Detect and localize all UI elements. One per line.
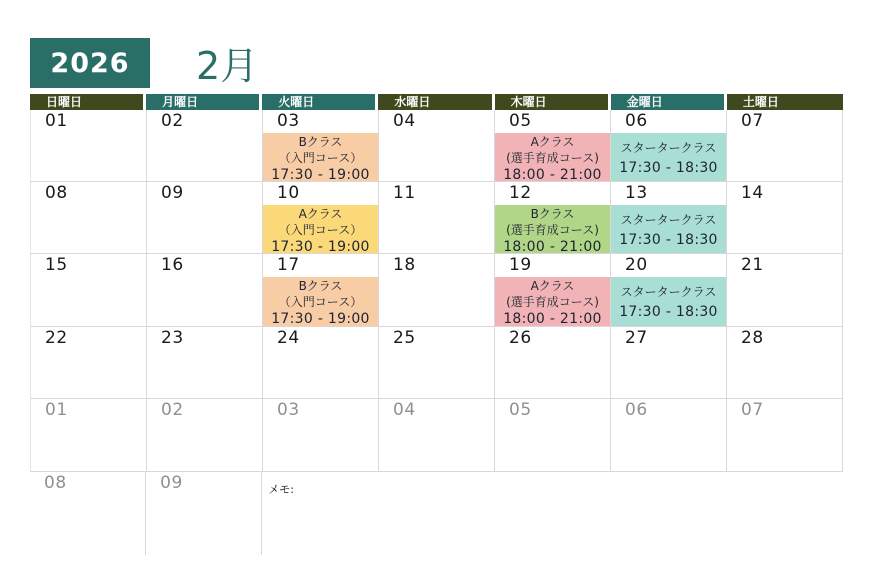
- date-label: 09: [160, 473, 183, 493]
- weekday-header-wednesday: 水曜日: [378, 94, 491, 110]
- day-cell[interactable]: [147, 254, 263, 326]
- date-label: 15: [45, 255, 68, 275]
- date-label: 26: [509, 328, 532, 348]
- event-block[interactable]: [495, 133, 610, 181]
- event-block[interactable]: [611, 277, 726, 326]
- event-course: (選手育成コース): [506, 294, 599, 309]
- day-cell[interactable]: [495, 254, 611, 326]
- memo-area[interactable]: [262, 472, 843, 555]
- event-time: 17:30 - 18:30: [619, 232, 718, 248]
- date-label: 04: [393, 111, 416, 131]
- day-cell[interactable]: [727, 327, 843, 398]
- date-label: 14: [741, 183, 764, 203]
- day-cell[interactable]: [379, 327, 495, 398]
- date-label: 28: [741, 328, 764, 348]
- day-cell-next-month[interactable]: [31, 399, 147, 471]
- date-label: 17: [277, 255, 300, 275]
- event-block[interactable]: [263, 277, 378, 326]
- year-badge: [30, 38, 150, 88]
- date-label: 02: [161, 111, 184, 131]
- day-cell-next-month[interactable]: [263, 399, 379, 471]
- event-course: （入門コース）: [278, 294, 363, 309]
- day-cell[interactable]: [727, 254, 843, 326]
- week-row-2: [30, 181, 843, 253]
- event-title: スタータークラス: [620, 141, 717, 155]
- day-cell-next-month[interactable]: [146, 472, 262, 555]
- date-label: 09: [161, 183, 184, 203]
- day-cell-next-month[interactable]: [147, 399, 263, 471]
- event-time: 17:30 - 19:00: [271, 310, 370, 326]
- day-cell[interactable]: [379, 182, 495, 253]
- day-cell[interactable]: [727, 182, 843, 253]
- month-title: 2月: [196, 44, 259, 88]
- day-cell[interactable]: [31, 182, 147, 253]
- date-label: 12: [509, 183, 532, 203]
- day-cell[interactable]: [611, 254, 727, 326]
- event-block[interactable]: [495, 205, 610, 253]
- day-cell-next-month[interactable]: [611, 399, 727, 471]
- day-cell-next-month[interactable]: [30, 472, 146, 555]
- day-cell[interactable]: [495, 327, 611, 398]
- event-course: (選手育成コース): [506, 222, 599, 237]
- day-cell[interactable]: [495, 182, 611, 253]
- event-course: (選手育成コース): [506, 150, 599, 165]
- day-cell[interactable]: [379, 110, 495, 181]
- weekday-header-saturday: 土曜日: [727, 94, 843, 110]
- event-time: 18:00 - 21:00: [503, 310, 602, 326]
- date-label: 18: [393, 255, 416, 275]
- day-cell[interactable]: [611, 182, 727, 253]
- event-time: 17:30 - 18:30: [619, 304, 718, 320]
- weekday-header-thursday: 木曜日: [495, 94, 608, 110]
- day-cell[interactable]: [147, 182, 263, 253]
- day-cell[interactable]: [727, 110, 843, 181]
- year-label: 2026: [50, 47, 130, 79]
- day-cell[interactable]: [263, 327, 379, 398]
- date-label: 07: [741, 400, 764, 420]
- date-label: 23: [161, 328, 184, 348]
- event-block[interactable]: [495, 277, 610, 326]
- date-label: 25: [393, 328, 416, 348]
- date-label: 20: [625, 255, 648, 275]
- day-cell[interactable]: [611, 327, 727, 398]
- day-cell[interactable]: [611, 110, 727, 181]
- date-label: 13: [625, 183, 648, 203]
- day-cell-next-month[interactable]: [495, 399, 611, 471]
- day-cell[interactable]: [31, 327, 147, 398]
- day-cell[interactable]: [31, 110, 147, 181]
- date-label: 21: [741, 255, 764, 275]
- day-cell-next-month[interactable]: [379, 399, 495, 471]
- date-label: 02: [161, 400, 184, 420]
- date-label: 03: [277, 400, 300, 420]
- event-title: Bクラス: [298, 278, 343, 293]
- date-label: 22: [45, 328, 68, 348]
- date-label: 16: [161, 255, 184, 275]
- event-block[interactable]: [611, 205, 726, 253]
- weekday-header-row: [30, 94, 843, 110]
- date-label: 06: [625, 400, 648, 420]
- date-label: 08: [45, 183, 68, 203]
- event-time: 18:00 - 21:00: [503, 166, 602, 181]
- week-row-1: [30, 110, 843, 181]
- day-cell[interactable]: [263, 254, 379, 326]
- day-cell[interactable]: [495, 110, 611, 181]
- event-title: Bクラス: [298, 134, 343, 149]
- event-block[interactable]: [611, 133, 726, 181]
- event-time: 18:00 - 21:00: [503, 238, 602, 253]
- weekday-header-friday: 金曜日: [611, 94, 724, 110]
- weekday-header-sunday: 日曜日: [30, 94, 143, 110]
- date-label: 08: [44, 473, 67, 493]
- weekday-header-tuesday: 火曜日: [262, 94, 375, 110]
- event-title: Aクラス: [530, 278, 575, 293]
- date-label: 06: [625, 111, 648, 131]
- event-time: 17:30 - 19:00: [271, 238, 370, 253]
- date-label: 10: [277, 183, 300, 203]
- date-label: 07: [741, 111, 764, 131]
- calendar-title-row: [30, 38, 843, 88]
- day-cell[interactable]: [379, 254, 495, 326]
- date-label: 03: [277, 111, 300, 131]
- day-cell[interactable]: [263, 182, 379, 253]
- day-cell[interactable]: [31, 254, 147, 326]
- event-block[interactable]: [263, 133, 378, 181]
- event-title: Aクラス: [530, 134, 575, 149]
- event-title: Bクラス: [530, 206, 575, 221]
- date-label: 01: [45, 400, 68, 420]
- week-row-6: [30, 471, 843, 555]
- date-label: 27: [625, 328, 648, 348]
- date-label: 19: [509, 255, 532, 275]
- event-block[interactable]: [263, 205, 378, 253]
- event-time: 17:30 - 19:00: [271, 166, 370, 181]
- date-label: 04: [393, 400, 416, 420]
- weekday-header-monday: 月曜日: [146, 94, 259, 110]
- date-label: 05: [509, 400, 532, 420]
- event-title: スタータークラス: [620, 285, 717, 299]
- event-title: スタータークラス: [620, 213, 717, 227]
- date-label: 05: [509, 111, 532, 131]
- event-time: 17:30 - 18:30: [619, 160, 718, 176]
- date-label: 11: [393, 183, 416, 203]
- memo-label: メモ:: [268, 483, 294, 496]
- event-course: （入門コース）: [278, 222, 363, 237]
- day-cell[interactable]: [147, 110, 263, 181]
- day-cell-next-month[interactable]: [727, 399, 843, 471]
- date-label: 24: [277, 328, 300, 348]
- week-row-3: [30, 253, 843, 326]
- day-cell[interactable]: [263, 110, 379, 181]
- event-course: （入門コース）: [278, 150, 363, 165]
- date-label: 01: [45, 111, 68, 131]
- week-row-5: [30, 398, 843, 471]
- day-cell[interactable]: [147, 327, 263, 398]
- week-row-4: [30, 326, 843, 398]
- event-title: Aクラス: [298, 206, 343, 221]
